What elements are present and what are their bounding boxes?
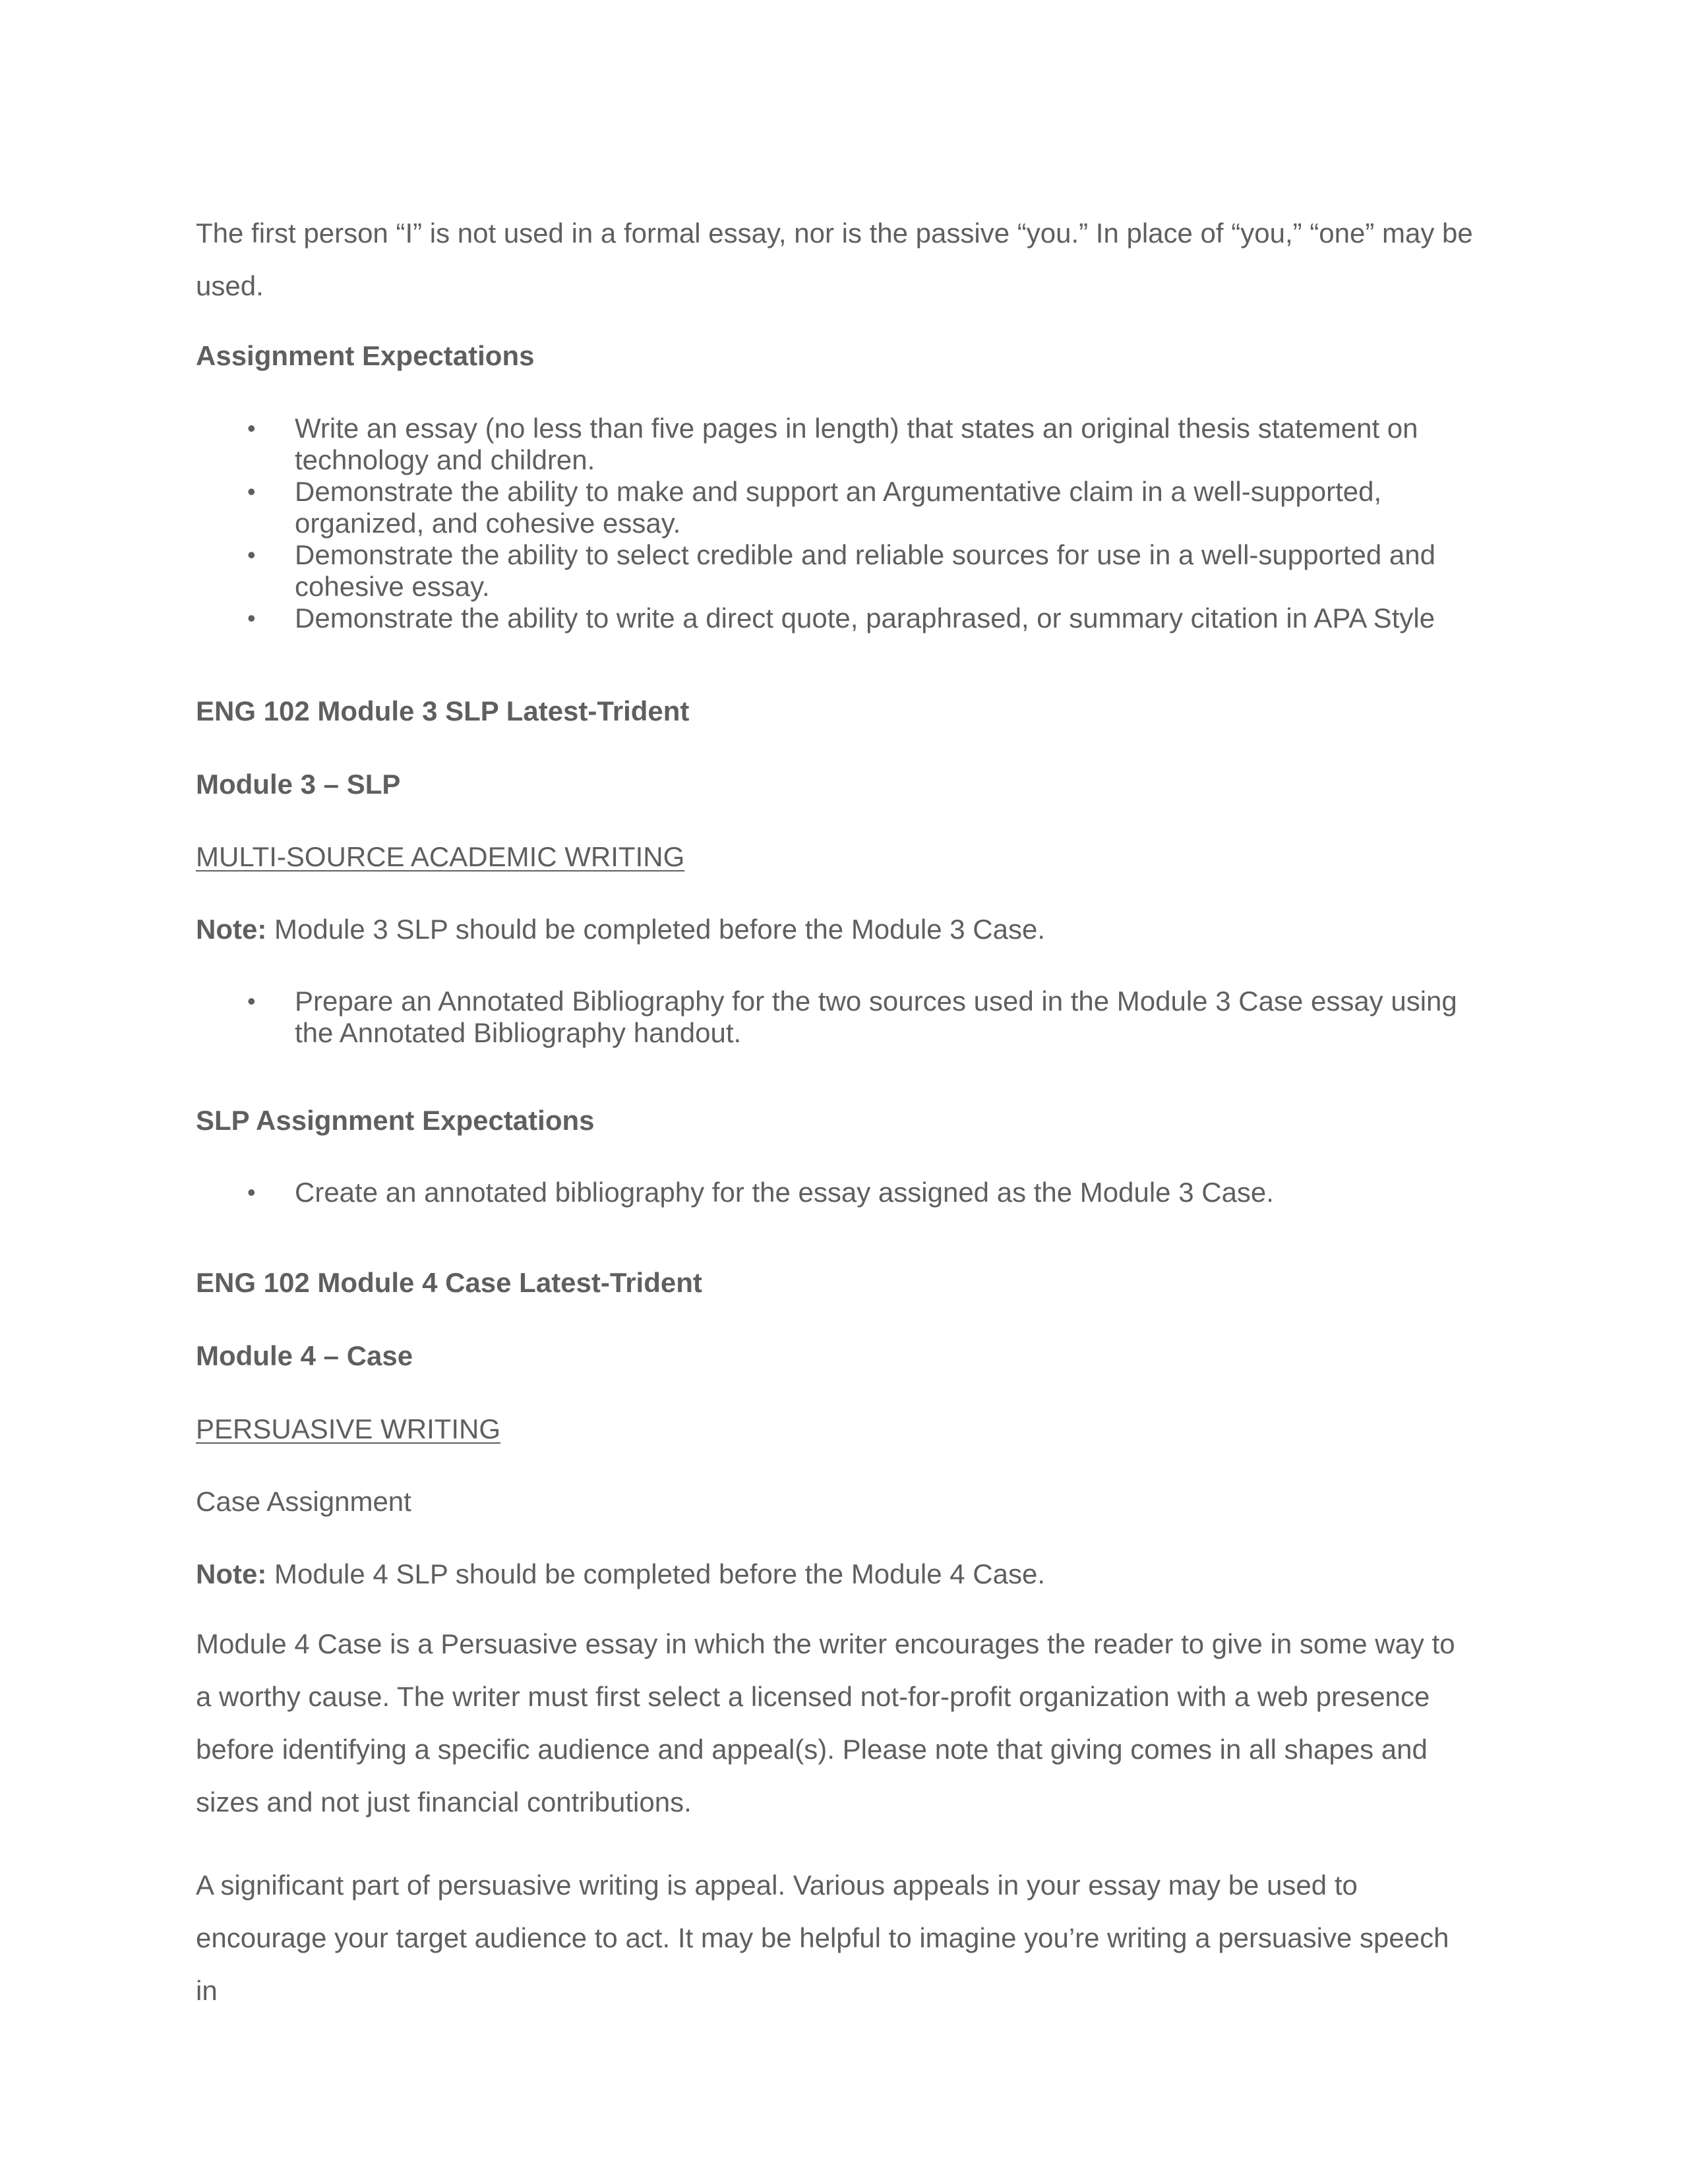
module4-paragraph-1: Module 4 Case is a Persuasive essay in which the writer encourages the reader to give in some way to a worthy cause. The writer must first select a licensed not-for-profit organization with a web presence before identifying a specific audience and appeal(s). Please note that giving comes in all shapes and sizes and not just financial contributions. xyxy=(196,1628,1455,1817)
slp-expectations-list xyxy=(196,1177,1475,1208)
assignment-expectations-heading: Assignment Expectations xyxy=(196,340,535,371)
list-item: • Demonstrate the ability to select credible and reliable sources for use in a well-supported and cohesive essay. xyxy=(196,539,1475,603)
note-text: Module 4 SLP should be completed before the Module 4 Case. xyxy=(266,1558,1045,1589)
module4-paragraph-2: A significant part of persuasive writing is appeal. Various appeals in your essay may be used to encourage your target audience to act. It may be helpful to imagine you’re writing a persuasive speech in xyxy=(196,1870,1449,2006)
case-assignment-label: Case Assignment xyxy=(196,1486,411,1517)
list-item: • Prepare an Annotated Bibliography for the two sources used in the Module 3 Case essay using the Annotated Bibliography handout. xyxy=(196,986,1475,1049)
module3-note xyxy=(196,914,1475,945)
module3-slp-list xyxy=(196,986,1475,1049)
document-body xyxy=(196,0,1488,2184)
intro-paragraph: The first person “I” is not used in a formal essay, nor is the passive “you.” In place of “you,” “one” may be used. xyxy=(196,218,1473,301)
module4-module-heading: Module 4 – Case xyxy=(196,1340,413,1371)
list-item: • Demonstrate the ability to make and support an Argumentative claim in a well-supported, organized, and cohesive essay. xyxy=(196,476,1475,539)
slp-expectations-heading: SLP Assignment Expectations xyxy=(196,1105,595,1136)
module4-course-heading: ENG 102 Module 4 Case Latest-Trident xyxy=(196,1267,702,1298)
module3-course-heading: ENG 102 Module 3 SLP Latest-Trident xyxy=(196,695,690,726)
note-label: Note: xyxy=(196,914,267,945)
list-item: • Create an annotated bibliography for the essay assigned as the Module 3 Case. xyxy=(196,1177,1475,1208)
assignment-expectations-list xyxy=(196,413,1475,634)
note-text: Module 3 SLP should be completed before the Module 3 Case. xyxy=(266,914,1045,945)
module3-module-heading: Module 3 – SLP xyxy=(196,769,401,800)
list-item: • Demonstrate the ability to write a direct quote, paraphrased, or summary citation in APA Style xyxy=(196,603,1475,634)
module3-topic: MULTI-SOURCE ACADEMIC WRITING xyxy=(196,841,685,872)
note-label: Note: xyxy=(196,1558,267,1589)
module4-topic: PERSUASIVE WRITING xyxy=(196,1413,501,1444)
list-item: • Write an essay (no less than five pages in length) that states an original thesis statement on technology and children. xyxy=(196,413,1475,476)
module4-note xyxy=(196,1558,1475,1590)
